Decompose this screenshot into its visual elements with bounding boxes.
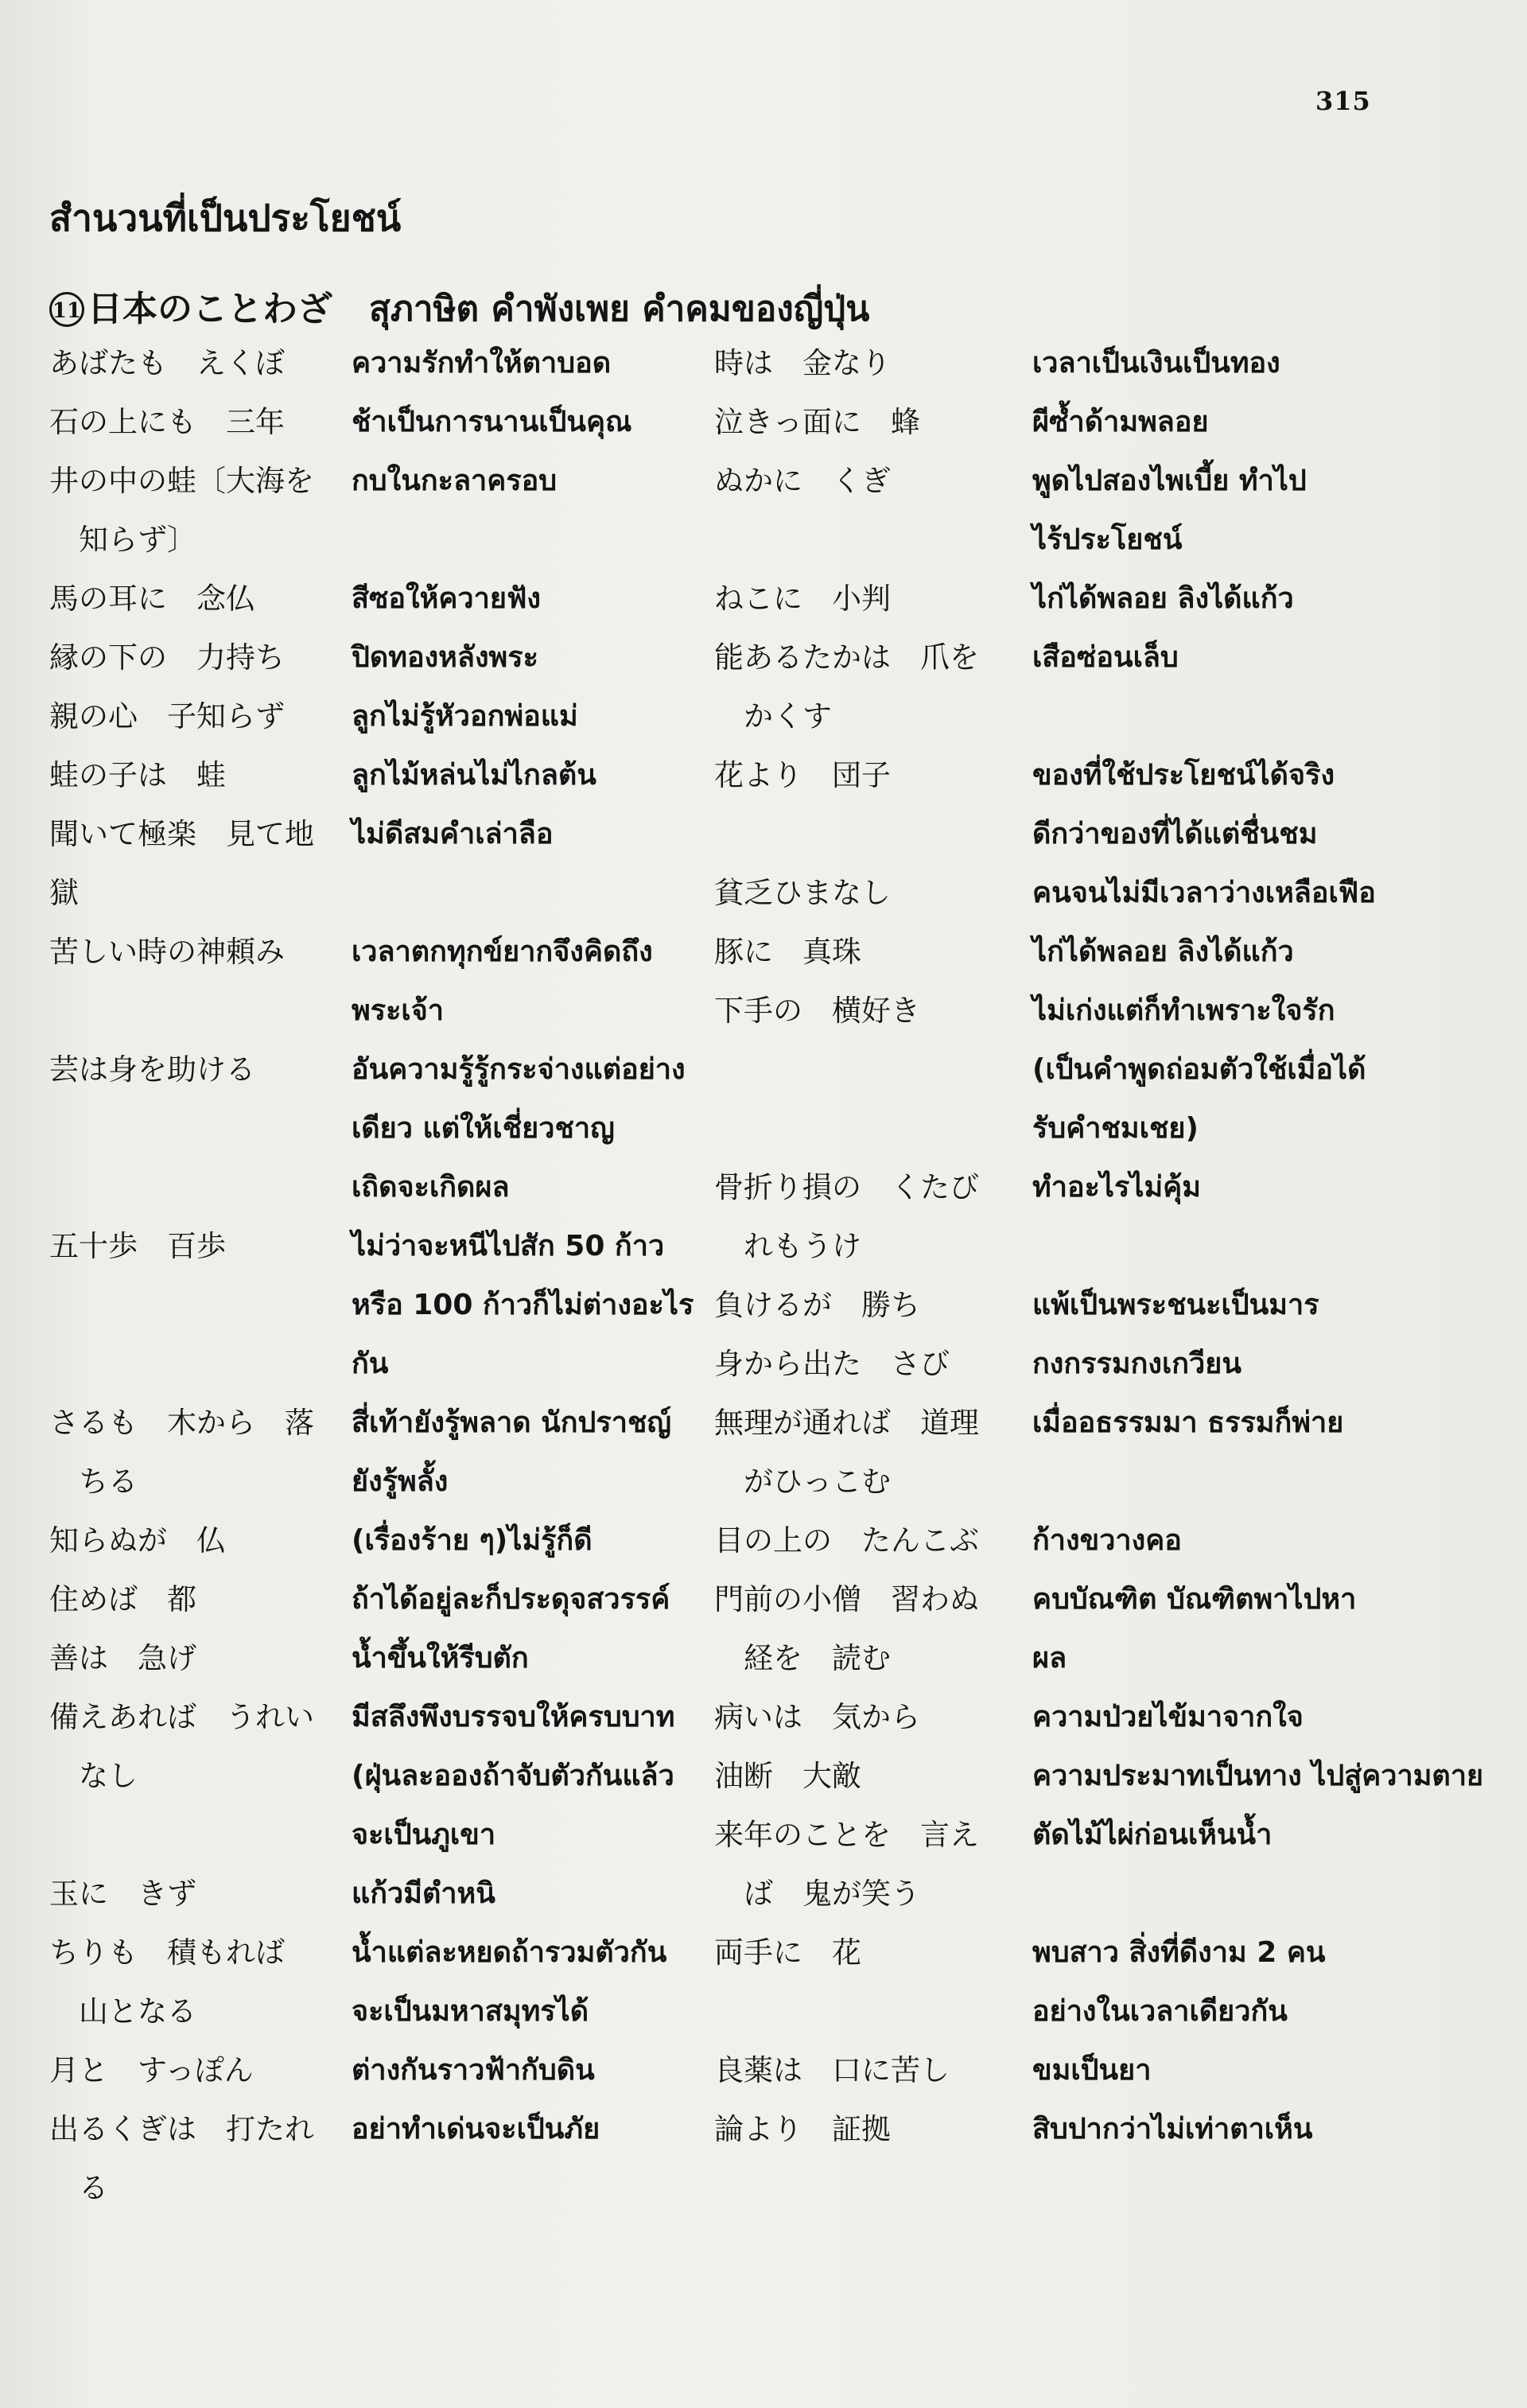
proverb-entry	[49, 570, 749, 628]
proverb-thai-meaning: ถ้าได้อยู่ละก็ประดุจสวรรค์	[352, 1583, 670, 1616]
proverb-thai-meaning: น้ำแต่ละหยดถ้ารวมตัวกัน จะเป็นมหาสมุทรได้	[352, 1936, 667, 2028]
proverb-thai-meaning: กงกรรมกงเกวียน	[1032, 1348, 1241, 1380]
proverb-japanese: 蛙の子は 蛙	[49, 758, 226, 792]
proverb-entry	[714, 1924, 1510, 2041]
proverb-japanese: 石の上にも 三年	[49, 405, 285, 439]
proverb-entry	[714, 1688, 1510, 1747]
proverb-thai-meaning: ต่างกันราวฟ้ากับดิน	[352, 2054, 595, 2087]
proverb-thai-meaning: พบสาว สิ่งที่ดีงาม 2 คน อย่างในเวลาเดียวกัน	[1032, 1936, 1326, 2028]
proverb-entry	[49, 805, 749, 923]
proverb-thai-meaning: เวลาเป็นเงินเป็นทอง	[1032, 347, 1280, 379]
proverb-thai-meaning: กบในกะลาครอบ	[352, 465, 558, 497]
subheading-japanese: 日本のことわざ	[87, 289, 332, 329]
proverb-entry	[49, 2041, 749, 2100]
proverb-japanese: 両手に 花	[714, 1935, 861, 1970]
proverb-japanese: 目の上の たんこぶ	[714, 1523, 979, 1558]
proverb-japanese: あばたも えくぼ	[49, 346, 285, 380]
proverb-thai-meaning: น้ำขึ้นให้รีบตัก	[352, 1642, 529, 1675]
proverb-japanese: 時は 金なり	[714, 346, 891, 380]
proverb-entry	[714, 628, 1510, 746]
proverb-japanese: 善は 急げ	[49, 1641, 196, 1675]
proverb-thai-meaning: สี่เท้ายังรู้พลาด นักปราชญ์ ยังรู้พลั้ง	[352, 1406, 672, 1498]
proverb-entry	[714, 746, 1510, 864]
circled-number: 11	[49, 292, 84, 327]
proverb-thai-meaning: ตัดไม้ไผ่ก่อนเห็นน้ำ	[1032, 1819, 1272, 1851]
proverb-entry	[714, 2041, 1510, 2100]
proverb-japanese: 玉に きず	[49, 1877, 196, 1911]
proverb-japanese: 五十歩 百歩	[49, 1229, 226, 1263]
proverb-entry	[49, 628, 749, 687]
proverb-entry	[49, 1511, 749, 1570]
proverb-entry	[714, 393, 1510, 452]
proverb-thai-meaning: คบบัณฑิต บัณฑิตพาไปหา ผล	[1032, 1583, 1357, 1675]
proverb-japanese: 良薬は 口に苦し	[714, 2053, 950, 2087]
proverb-japanese: 知らぬが 仏	[49, 1523, 226, 1558]
proverb-japanese: ぬかに くぎ	[714, 464, 891, 498]
proverb-entry	[714, 1570, 1510, 1688]
proverb-japanese: 貧乏ひまなし	[714, 876, 891, 910]
subsection-heading	[49, 280, 869, 336]
proverb-japanese: 負けるが 勝ち	[714, 1288, 920, 1322]
proverb-entry	[49, 393, 749, 452]
proverb-thai-meaning: มีสลึงพึงบรรจบให้ครบบาท (ฝุ่นละอองถ้าจับตัวกันแล้ว จะเป็นภูเขา	[352, 1701, 675, 1851]
proverb-japanese: 備えあれば うれい なし	[49, 1700, 314, 1793]
proverb-thai-meaning: เวลาตกทุกข์ยากจึงคิดถึง พระเจ้า	[352, 936, 653, 1027]
proverb-japanese: 来年のことを 言え ば 鬼が笑う	[714, 1818, 979, 1911]
proverb-japanese: 月と すっぽん	[49, 2053, 254, 2087]
proverb-thai-meaning: เมื่ออธรรมมา ธรรมก็พ่าย	[1032, 1406, 1344, 1439]
proverb-japanese: ちりも 積もれば 山となる	[49, 1935, 285, 2029]
proverb-entry	[49, 923, 749, 1041]
proverb-entry	[49, 687, 749, 746]
proverb-thai-meaning: (เรื่องร้าย ๆ)ไม่รู้ก็ดี	[352, 1524, 593, 1557]
proverb-japanese: 身から出た さび	[714, 1347, 950, 1381]
proverb-entry	[714, 2100, 1510, 2159]
proverb-entry	[714, 1335, 1510, 1394]
proverb-entry	[49, 1688, 749, 1865]
proverb-japanese: 出るくぎは 打たれ る	[49, 2112, 314, 2205]
left-proverb-column	[49, 334, 749, 2218]
proverb-thai-meaning: ความประมาทเป็นทาง ไปสู่ความตาย	[1032, 1760, 1484, 1792]
proverb-japanese: 無理が通れば 道理 がひっこむ	[714, 1406, 979, 1499]
proverb-thai-meaning: ของที่ใช้ประโยชน์ได้จริง ดีกว่าของที่ได้แต่ชื่นชม	[1032, 759, 1335, 850]
proverb-thai-meaning: ไม่ว่าจะหนีไปสัก 50 ก้าว หรือ 100 ก้าวก็ไม่ต่างอะไร กัน	[352, 1230, 694, 1380]
proverb-japanese: 馬の耳に 念仏	[49, 582, 255, 616]
proverb-thai-meaning: แพ้เป็นพระชนะเป็นมาร	[1032, 1289, 1319, 1321]
proverb-japanese: 住めば 都	[49, 1582, 196, 1616]
subheading-thai: สุภาษิต คำพังเพย คำคมของญี่ปุ่น	[368, 289, 870, 329]
proverb-entry	[714, 1806, 1510, 1924]
proverb-thai-meaning: ลูกไม้หล่นไม่ไกลต้น	[352, 759, 596, 792]
proverb-entry	[49, 1865, 749, 1924]
proverb-entry	[49, 334, 749, 393]
proverb-thai-meaning: คนจนไม่มีเวลาว่างเหลือเฟือ	[1032, 877, 1376, 909]
proverb-thai-meaning: เสือซ่อนเล็บ	[1032, 641, 1179, 674]
proverb-japanese: 親の心 子知らず	[49, 699, 285, 733]
proverb-entry	[49, 1570, 749, 1629]
proverb-entry	[49, 1924, 749, 2041]
proverb-japanese: 能あるたかは 爪を かくす	[714, 640, 979, 733]
proverb-japanese: 泣きっ面に 蜂	[714, 405, 920, 439]
proverb-japanese: ねこに 小判	[714, 582, 891, 616]
proverb-japanese: 論より 証拠	[714, 2112, 891, 2146]
proverb-thai-meaning: ความรักทำให้ตาบอด	[352, 347, 612, 379]
proverb-thai-meaning: ไม่ดีสมคำเล่าลือ	[352, 818, 554, 850]
proverb-entry	[49, 452, 749, 570]
section-heading: สำนวนที่เป็นประโยชน์	[49, 196, 402, 239]
proverb-japanese: 聞いて極楽 見て地 獄	[49, 817, 314, 910]
proverb-japanese: 縁の下の 力持ち	[49, 640, 285, 675]
proverb-thai-meaning: ช้าเป็นการนานเป็นคุณ	[352, 406, 632, 438]
proverb-japanese: 油断 大敵	[714, 1759, 861, 1793]
proverb-thai-meaning: อันความรู้รู้กระจ่างแต่อย่าง เดียว แต่ให้เชี่ยวชาญ เถิดจะเกิดผล	[352, 1053, 686, 1204]
proverb-entry	[714, 452, 1510, 570]
proverb-thai-meaning: ลูกไม่รู้หัวอกพ่อแม่	[352, 700, 578, 733]
proverb-entry	[49, 746, 749, 805]
proverb-entry	[714, 1158, 1510, 1276]
proverb-entry	[714, 864, 1510, 923]
proverb-entry	[714, 923, 1510, 982]
proverb-japanese: 骨折り損の くたび れもうけ	[714, 1170, 979, 1263]
proverb-thai-meaning: ไก่ได้พลอย ลิงได้แก้ว	[1032, 582, 1294, 615]
proverb-thai-meaning: ไม่เก่งแต่ก็ทำเพราะใจรัก (เป็นคำพูดถ่อมตัวใช้เมื่อได้ รับคำชมเชย)	[1032, 994, 1366, 1145]
proverb-japanese: さるも 木から 落 ちる	[49, 1406, 314, 1499]
proverb-entry	[49, 1217, 749, 1394]
proverb-thai-meaning: ความป่วยไข้มาจากใจ	[1032, 1701, 1304, 1733]
proverb-japanese: 病いは 気から	[714, 1700, 920, 1734]
proverb-entry	[714, 570, 1510, 628]
proverb-thai-meaning: อย่าทำเด่นจะเป็นภัย	[352, 2113, 600, 2145]
proverb-thai-meaning: สิบปากว่าไม่เท่าตาเห็น	[1032, 2113, 1313, 2145]
proverb-japanese: 芸は身を助ける	[49, 1052, 255, 1087]
proverb-entry	[714, 1394, 1510, 1511]
proverb-thai-meaning: สีซอให้ควายฟัง	[352, 582, 542, 615]
proverb-thai-meaning: ผีซ้ำด้ามพลอย	[1032, 406, 1209, 438]
right-proverb-column	[714, 334, 1510, 2159]
proverb-japanese: 井の中の蛙〔大海を 知らず〕	[49, 464, 314, 557]
proverb-entry	[49, 1041, 749, 1217]
proverb-thai-meaning: แก้วมีตำหนิ	[352, 1877, 495, 1910]
proverb-japanese: 下手の 横好き	[714, 994, 920, 1028]
proverb-thai-meaning: ทำอะไรไม่คุ้ม	[1032, 1171, 1201, 1204]
proverb-japanese: 豚に 真珠	[714, 935, 861, 969]
proverb-thai-meaning: ไก่ได้พลอย ลิงได้แก้ว	[1032, 936, 1294, 968]
proverb-japanese: 花より 団子	[714, 758, 891, 792]
proverb-thai-meaning: ก้างขวางคอ	[1032, 1524, 1182, 1557]
proverb-thai-meaning: ปิดทองหลังพระ	[352, 641, 538, 674]
proverb-japanese: 門前の小僧 習わぬ 経を 読む	[714, 1582, 979, 1675]
page-number: 315	[1315, 86, 1371, 116]
proverb-entry	[49, 1394, 749, 1511]
proverb-entry	[714, 1276, 1510, 1335]
proverb-japanese: 苦しい時の神頼み	[49, 935, 285, 969]
proverb-entry	[49, 2100, 749, 2218]
proverb-entry	[714, 982, 1510, 1158]
proverb-thai-meaning: พูดไปสองไพเบี้ย ทำไป ไร้ประโยชน์	[1032, 465, 1307, 556]
proverb-entry	[714, 1511, 1510, 1570]
proverb-entry	[714, 334, 1510, 393]
proverb-entry	[49, 1629, 749, 1688]
proverb-entry	[714, 1747, 1510, 1806]
proverb-thai-meaning: ขมเป็นยา	[1032, 2054, 1152, 2087]
